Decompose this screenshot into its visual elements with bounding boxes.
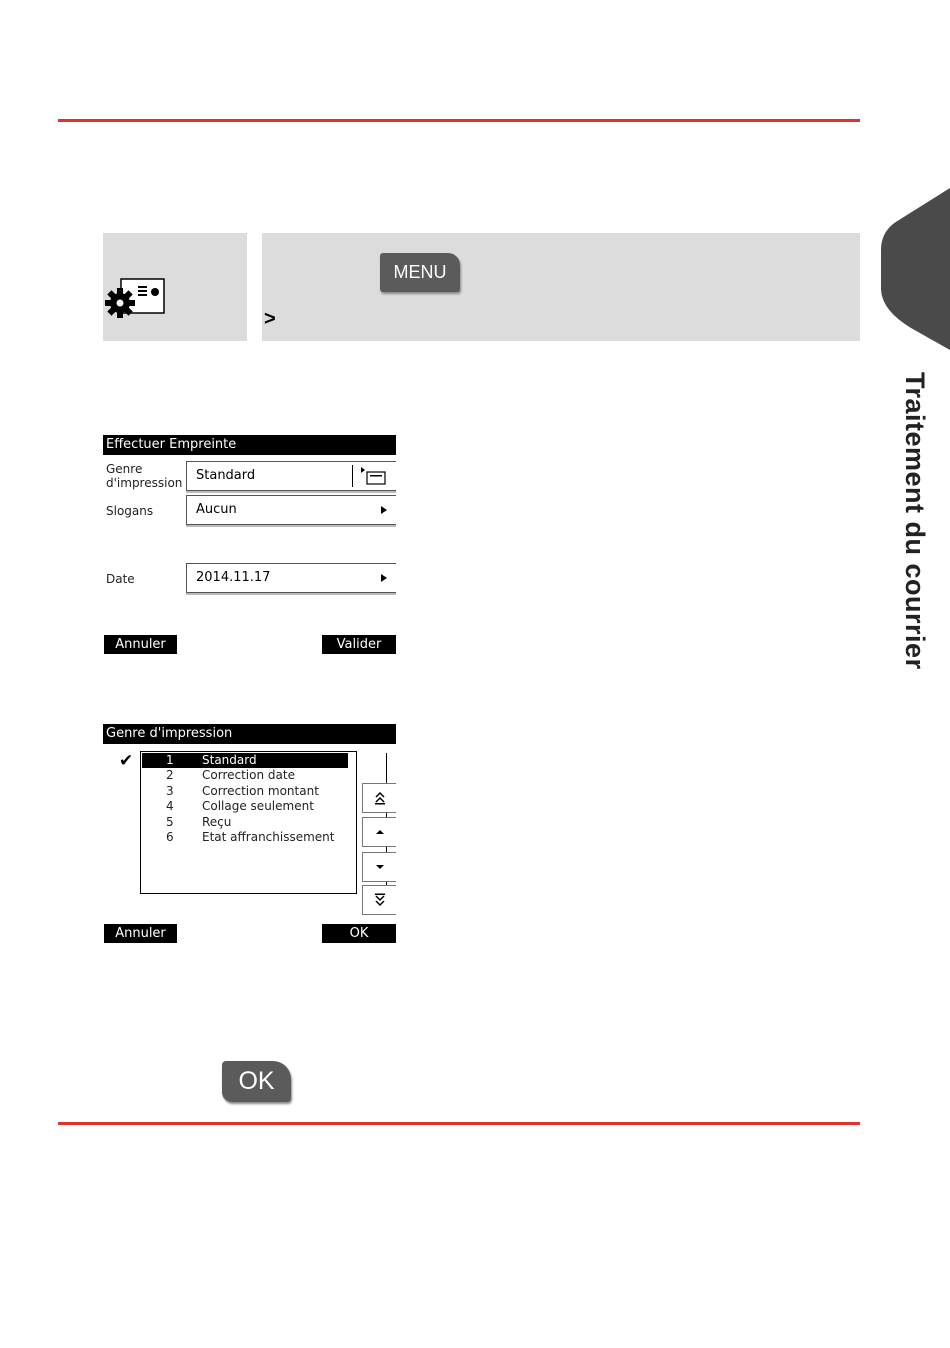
down-icon — [375, 863, 385, 871]
check-icon: ✔ — [119, 751, 134, 771]
chapter-title: Traitement du courrier — [900, 372, 930, 670]
list-item[interactable] — [142, 799, 348, 814]
slogans-field[interactable] — [186, 495, 396, 525]
screen-title: Genre d'impression — [103, 724, 396, 744]
icon-cell — [103, 233, 247, 341]
print-screen — [103, 435, 396, 655]
item-label: Standard — [202, 753, 257, 767]
print-type-list — [140, 751, 357, 894]
list-item[interactable] — [142, 815, 348, 830]
item-label: Correction date — [202, 768, 295, 782]
ok-softkey[interactable]: OK — [322, 924, 396, 943]
item-label: Etat affranchissement — [202, 830, 335, 844]
list-item[interactable] — [142, 768, 348, 783]
item-number: 4 — [166, 799, 174, 813]
scroll-up-button[interactable] — [362, 817, 396, 847]
path-arrow: > — [264, 308, 276, 330]
up-icon — [375, 828, 385, 836]
field-value: Standard — [196, 468, 256, 483]
field-value: 2014.11.17 — [196, 570, 271, 585]
field-label: Genre d'impression — [106, 462, 183, 490]
chevron-right-icon — [381, 506, 387, 514]
scroll-down-button[interactable] — [362, 852, 396, 882]
double-up-icon — [374, 791, 386, 805]
screen-title: Effectuer Empreinte — [103, 435, 396, 455]
top-divider — [58, 119, 860, 122]
item-label: Collage seulement — [202, 799, 314, 813]
item-label: Correction montant — [202, 784, 319, 798]
chevron-right-icon — [381, 574, 387, 582]
item-number: 1 — [166, 753, 174, 767]
chapter-tab — [881, 188, 950, 350]
validate-softkey[interactable]: Valider — [322, 635, 396, 654]
ok-key[interactable]: OK — [222, 1061, 291, 1102]
item-number: 6 — [166, 830, 174, 844]
cancel-softkey[interactable]: Annuler — [104, 924, 177, 943]
envelope-icon — [359, 466, 389, 486]
field-label: Date — [106, 572, 135, 586]
double-down-icon — [374, 893, 386, 907]
item-number: 5 — [166, 815, 174, 829]
list-item[interactable] — [142, 753, 348, 768]
menu-key[interactable]: MENU — [380, 253, 460, 292]
instruction-cell — [262, 233, 860, 341]
item-number: 2 — [166, 768, 174, 782]
print-type-screen — [103, 724, 396, 944]
print-type-field[interactable] — [186, 461, 396, 491]
field-value: Aucun — [196, 502, 237, 517]
bottom-divider — [58, 1122, 860, 1125]
field-label: Slogans — [106, 504, 154, 518]
cancel-softkey[interactable]: Annuler — [104, 635, 177, 654]
date-field[interactable] — [186, 563, 396, 593]
page-down-button[interactable] — [362, 885, 396, 915]
mail-settings-icon — [105, 277, 165, 319]
item-label: Reçu — [202, 815, 232, 829]
item-number: 3 — [166, 784, 174, 798]
page-up-button[interactable] — [362, 783, 396, 813]
list-item[interactable] — [142, 784, 348, 799]
list-item[interactable] — [142, 830, 348, 845]
